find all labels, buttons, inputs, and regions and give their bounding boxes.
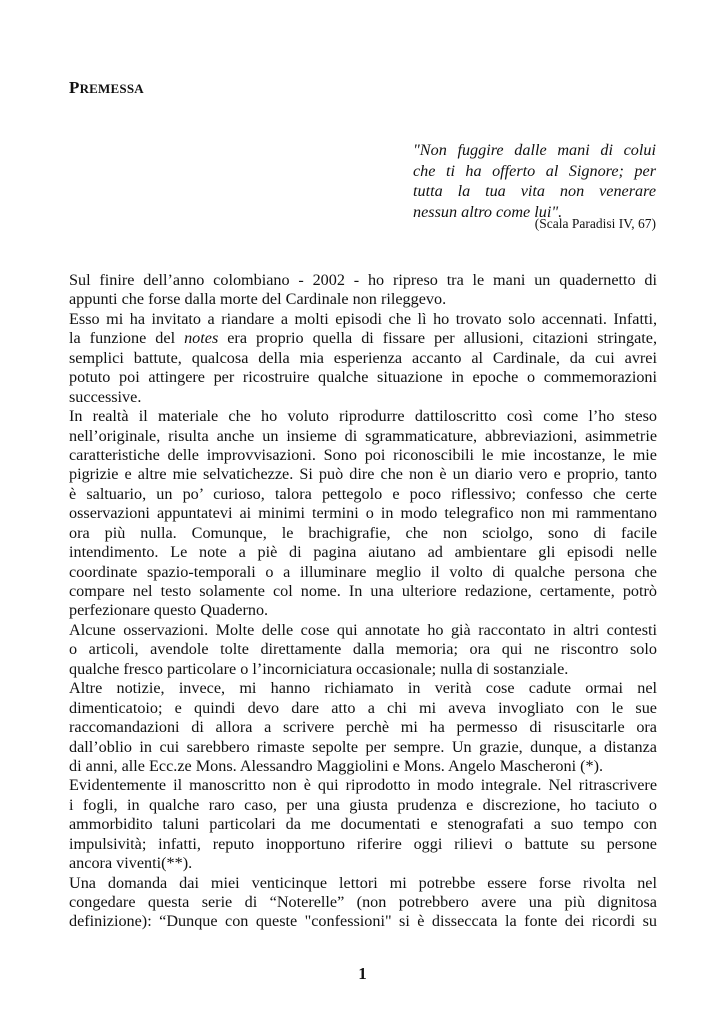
epigraph-line: "Non fuggire dalle mani di colui	[413, 141, 656, 159]
body-line: perfezionare questo Quaderno.	[69, 601, 269, 620]
body-line: osservazioni appuntatevi ai minimi termini o in modo telegrafico non mi rammentano	[69, 504, 657, 523]
body-line: la funzione del notes era proprio quella di fissare per allusioni, citazioni stringate,	[69, 329, 657, 348]
body-text	[69, 271, 657, 932]
body-line: successive.	[69, 387, 142, 406]
epigraph-line: tutta la tua vita non venerare	[413, 182, 656, 200]
epigraph-line: nessun altro come lui".	[413, 202, 563, 221]
body-line: ora più nulla. Comunque, le brachigrafie, che non sciolgo, sono di facile	[69, 523, 657, 542]
body-line: ancora viventi(**).	[69, 854, 193, 873]
body-line: Evidentemente il manoscritto non è qui riprodotto in modo integrale. Nel ritrascrivere	[69, 776, 657, 795]
section-heading	[69, 78, 144, 98]
body-line: In realtà il materiale che ho voluto riprodurre dattiloscritto così come l’ho steso	[69, 407, 657, 426]
body-line: Alcune osservazioni. Molte delle cose qui annotate ho già raccontato in altri contesti	[69, 620, 657, 639]
body-line: ammorbidito taluni particolari da me documentati e stenografati a suo tempo con	[69, 815, 657, 834]
epigraph-source: (Scala Paradisi IV, 67)	[534, 216, 656, 231]
body-line: definizione): “Dunque con queste "confessioni" si è disseccata la fonte dei ricordi su	[69, 912, 657, 931]
body-line: dall’oblio in cui sarebbero rimaste sepolte per sempre. Un grazie, dunque, a distanza	[69, 737, 657, 756]
body-line: caratteristiche delle improvvisazioni. Sono poi riconoscibili le mie incostanze, le mie	[69, 445, 657, 464]
body-line: o articoli, avendole tolte direttamente dalla memoria; ora qui ne riscontro solo	[69, 640, 657, 659]
body-line: Esso mi ha invitato a riandare a molti episodi che lì ho trovato solo accennati. Infatti,	[69, 309, 657, 328]
heading-rest: REMESSA	[79, 81, 144, 96]
epigraph	[413, 140, 656, 222]
body-line: intendimento. Le note a piè di pagina aiutano ad ambientare gli episodi nelle	[69, 543, 657, 562]
body-line: compare nel testo solamente col nome. In una ulteriore redazione, certamente, potrò	[69, 582, 657, 600]
italic-term: notes	[184, 329, 219, 348]
body-line: Una domanda dai miei venticinque lettori mi potrebbe essere forse rivolta nel	[69, 873, 657, 892]
body-line: i fogli, in qualche raro caso, per una giusta prudenza e discrezione, ho taciuto o	[69, 795, 657, 814]
body-line: di anni, alle Ecc.ze Mons. Alessandro Maggiolini e Mons. Angelo Mascheroni (*).	[69, 756, 604, 775]
epigraph-line: che ti ha offerto al Signore; per	[413, 161, 656, 180]
body-line: è saltuario, un po’ curioso, talora pettegolo e poco riflessivo; confesso che certe	[69, 484, 657, 503]
body-line: raccomandazioni di allora a scrivere perchè mi ha permesso di risuscitarle ora	[69, 718, 657, 737]
heading-initial: P	[69, 78, 80, 97]
body-line: dimenticatoio; e quindi devo dare atto a chi mi aveva invogliato con le sue	[69, 698, 657, 717]
body-line: semplici battute, qualcosa della mia esperienza accanto al Cardinale, da cui avrei	[69, 348, 657, 367]
body-line: appunti che forse dalla morte del Cardinale non rileggevo.	[69, 290, 447, 309]
page-number: 1	[358, 964, 367, 983]
body-line: congedare questa serie di “Noterelle” (non potrebbero avere una più dignitosa	[69, 893, 657, 911]
body-line: pigrizie e altre mie selvatichezze. Si può dire che non è un diario vero e proprio, tanto	[69, 465, 657, 484]
body-line: potuto poi attingere per ricostruire qualche situazione in epoche o commemorazioni	[69, 368, 657, 387]
body-line: coordinate spazio-temporali o a illuminare meglio il volto di qualche persona che	[69, 562, 657, 581]
body-line: Sul finire dell’anno colombiano - 2002 - ho ripreso tra le mani un quadernetto di	[69, 271, 657, 289]
body-line: Altre notizie, invece, mi hanno richiamato in verità cose cadute ormai nel	[69, 679, 657, 698]
body-line: impulsività; infatti, reputo inopportuno riferire oggi rilievi o battute su persone	[69, 834, 657, 853]
body-line: nell’originale, risulta anche un insieme di sgrammaticature, abbreviazioni, asimmetrie	[69, 426, 657, 445]
body-line: qualche fresco particolare o l’incorniciatura occasionale; nulla di sostanziale.	[69, 659, 569, 678]
